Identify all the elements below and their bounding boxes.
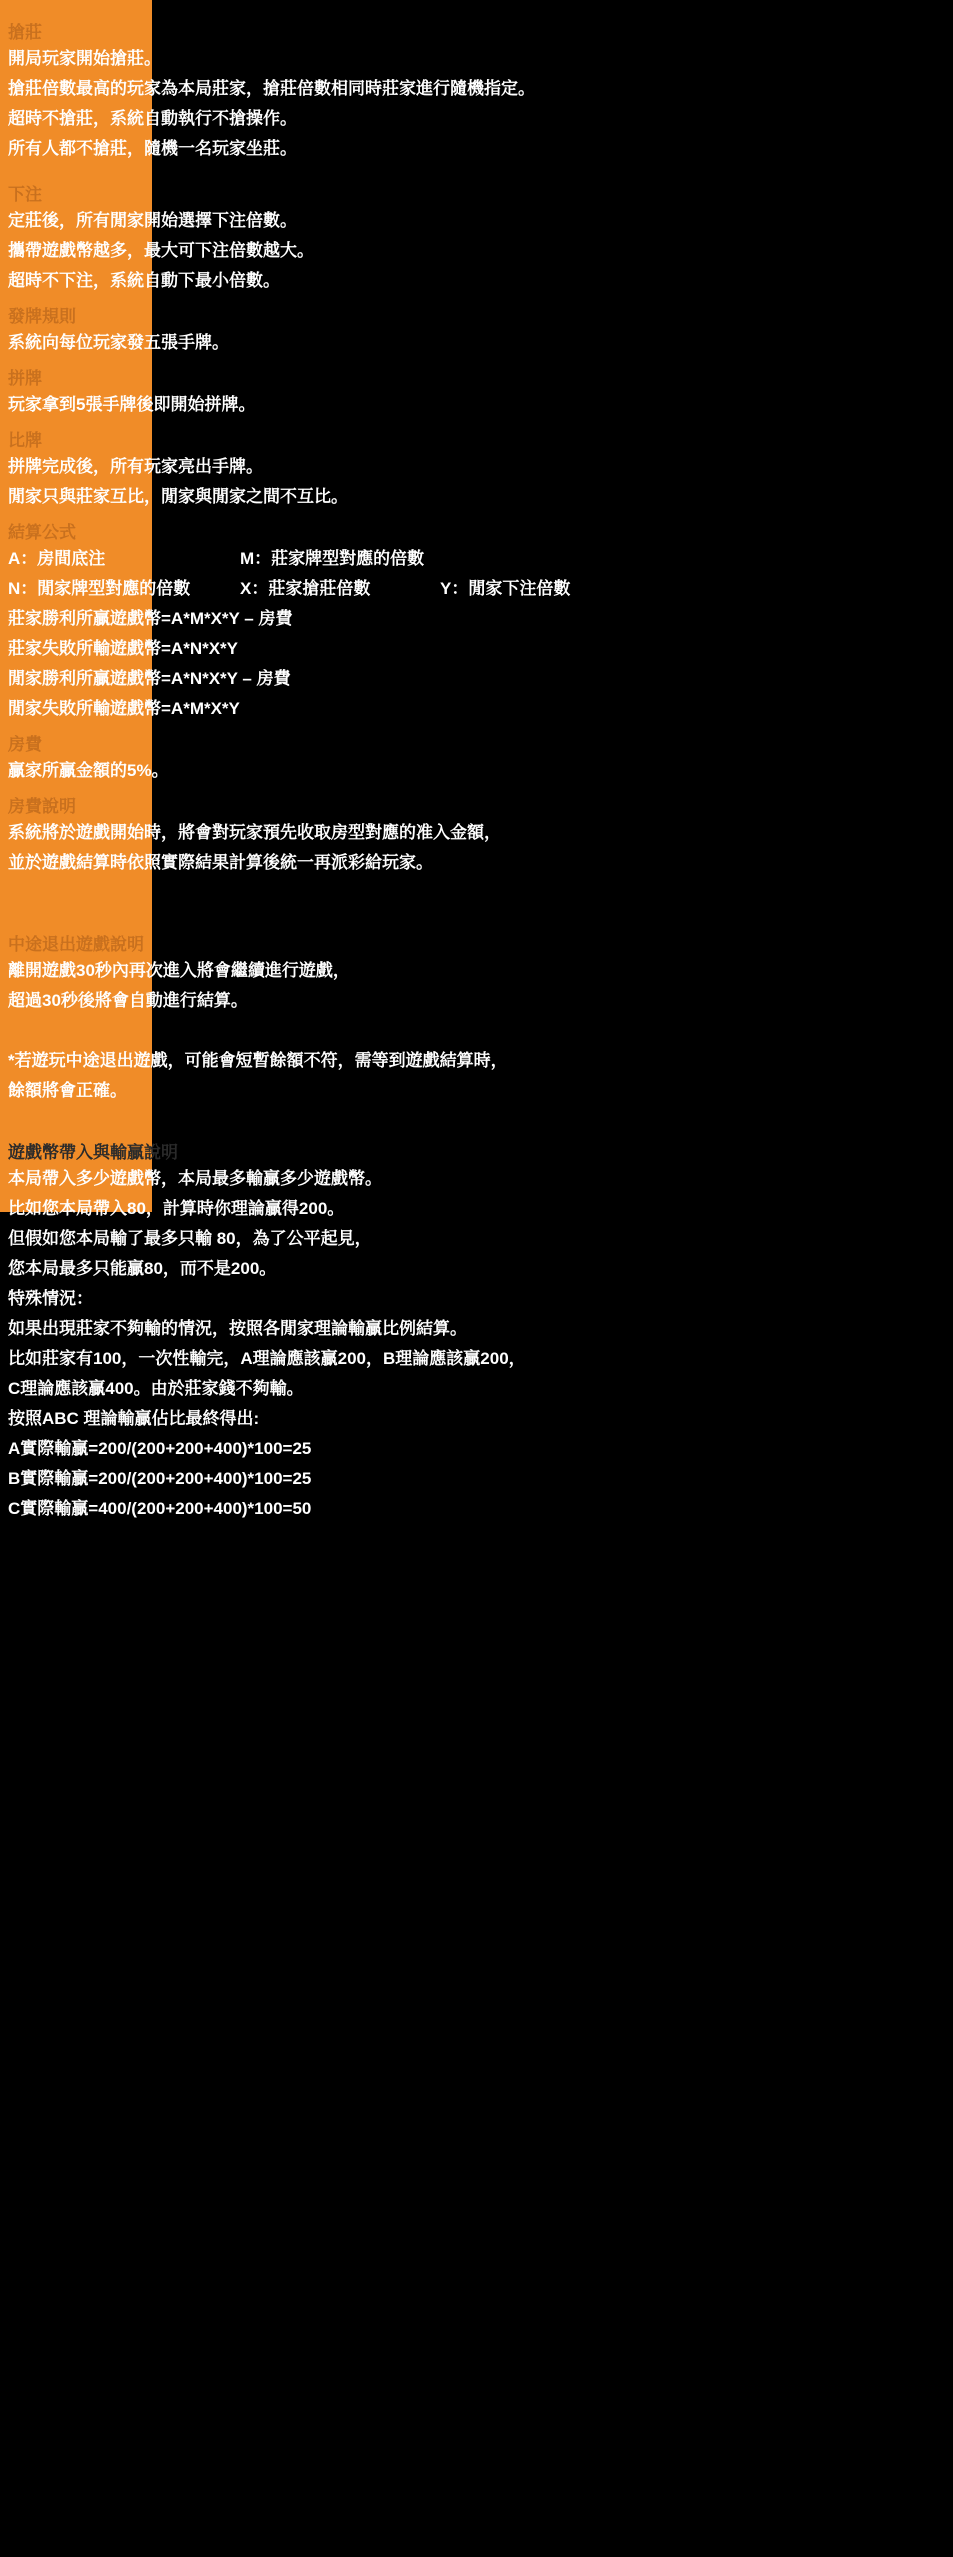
section-settlement-formula xyxy=(0,522,953,724)
section-line: 您本局最多只能贏80，而不是200。 xyxy=(8,1259,277,1278)
spacer xyxy=(0,420,953,430)
section-line: 離開遊戲30秒內再次進入將會繼續進行遊戲， xyxy=(8,961,350,980)
section-arrange-cards xyxy=(0,368,953,420)
legend-item: A：房間底注 xyxy=(8,549,106,568)
section-betting xyxy=(0,184,953,296)
section-line: 超時不搶莊，系統自動執行不搶操作。 xyxy=(8,109,297,128)
section-line: 玩家拿到5張手牌後即開始拼牌。 xyxy=(8,395,256,414)
formula-line: 莊家勝利所贏遊戲幣=A*M*X*Y – 房費 xyxy=(8,609,293,628)
spacer xyxy=(0,786,953,796)
section-heading: 下注 xyxy=(8,185,42,204)
section-room-fee xyxy=(0,734,953,786)
spacer xyxy=(0,724,953,734)
section-line: 比如莊家有100，一次性輸完，A理論應該贏200，B理論應該贏200， xyxy=(8,1349,526,1368)
section-line: 開局玩家開始搶莊。 xyxy=(8,49,161,68)
top-spacer xyxy=(0,0,953,22)
section-line: 攜帶遊戲幣越多，最大可下注倍數越大。 xyxy=(8,241,314,260)
section-line: A實際輸贏=200/(200+200+400)*100=25 xyxy=(8,1439,312,1458)
section-line: 本局帶入多少遊戲幣，本局最多輸贏多少遊戲幣。 xyxy=(8,1169,382,1188)
section-line: 搶莊倍數最高的玩家為本局莊家，搶莊倍數相同時莊家進行隨機指定。 xyxy=(8,79,535,98)
formula-legend-row xyxy=(0,544,953,574)
section-line: C理論應該贏400。由於莊家錢不夠輸。 xyxy=(8,1379,304,1398)
section-heading: 發牌規則 xyxy=(8,307,76,326)
section-banker-grab xyxy=(0,22,953,164)
section-line: B實際輸贏=200/(200+200+400)*100=25 xyxy=(8,1469,312,1488)
section-line: 贏家所贏金額的5%。 xyxy=(8,761,169,780)
formula-line: 莊家失敗所輸遊戲幣=A*N*X*Y xyxy=(8,639,239,658)
section-line: 並於遊戲結算時依照實際結果計算後統一再派彩給玩家。 xyxy=(8,853,433,872)
spacer xyxy=(0,358,953,368)
formula-line: 閒家失敗所輸遊戲幣=A*M*X*Y xyxy=(8,699,240,718)
section-compare-cards xyxy=(0,430,953,512)
legend-item: M：莊家牌型對應的倍數 xyxy=(240,549,425,568)
section-line: 閒家只與莊家互比，閒家與閒家之間不互比。 xyxy=(8,487,348,506)
section-line: 超時不下注，系統自動下最小倍數。 xyxy=(8,271,280,290)
spacer xyxy=(0,1106,953,1142)
spacer xyxy=(0,878,953,934)
spacer xyxy=(0,164,953,184)
section-heading: 中途退出遊戲說明 xyxy=(8,935,144,954)
section-room-fee-note xyxy=(0,796,953,878)
section-line: 但假如您本局輸了最多只輸 80，為了公平起見， xyxy=(8,1229,372,1248)
section-line: 餘額將會正確。 xyxy=(8,1081,127,1100)
legend-item: N：閒家牌型對應的倍數 xyxy=(8,579,191,598)
section-line xyxy=(0,1016,953,1046)
section-heading: 遊戲幣帶入與輸贏說明 xyxy=(8,1143,178,1162)
section-line: 超過30秒後將會自動進行結算。 xyxy=(8,991,248,1010)
section-heading: 比牌 xyxy=(8,431,42,450)
legend-item: X：莊家搶莊倍數 xyxy=(240,579,371,598)
section-heading: 搶莊 xyxy=(8,23,42,42)
section-line: 按照ABC 理論輸贏佔比最終得出: xyxy=(8,1409,260,1428)
spacer xyxy=(0,296,953,306)
section-heading: 拼牌 xyxy=(8,369,42,388)
section-heading: 房費 xyxy=(8,735,42,754)
section-deal-rules xyxy=(0,306,953,358)
section-line: 系統將於遊戲開始時，將會對玩家預先收取房型對應的准入金額， xyxy=(8,823,501,842)
spacer xyxy=(0,512,953,522)
section-line: 比如您本局帶入80，計算時你理論贏得200。 xyxy=(8,1199,345,1218)
section-line: 拼牌完成後，所有玩家亮出手牌。 xyxy=(8,457,263,476)
section-heading: 結算公式 xyxy=(8,523,76,542)
section-line: 定莊後，所有閒家開始選擇下注倍數。 xyxy=(8,211,297,230)
legend-item: Y：閒家下注倍數 xyxy=(440,579,571,598)
section-line: 特殊情況： xyxy=(8,1289,93,1308)
section-line: 系統向每位玩家發五張手牌。 xyxy=(8,333,229,352)
section-line: *若遊玩中途退出遊戲，可能會短暫餘額不符，需等到遊戲結算時， xyxy=(8,1051,508,1070)
section-buyin-winloss xyxy=(0,1142,953,1524)
formula-line: 閒家勝利所贏遊戲幣=A*N*X*Y – 房費 xyxy=(8,669,291,688)
section-line: 如果出現莊家不夠輸的情況，按照各閒家理論輸贏比例結算。 xyxy=(8,1319,467,1338)
section-heading: 房費說明 xyxy=(8,797,76,816)
section-quit-midgame xyxy=(0,934,953,1106)
formula-legend-row xyxy=(0,574,953,604)
section-line: 所有人都不搶莊，隨機一名玩家坐莊。 xyxy=(8,139,297,158)
section-line: C實際輸贏=400/(200+200+400)*100=50 xyxy=(8,1499,312,1518)
